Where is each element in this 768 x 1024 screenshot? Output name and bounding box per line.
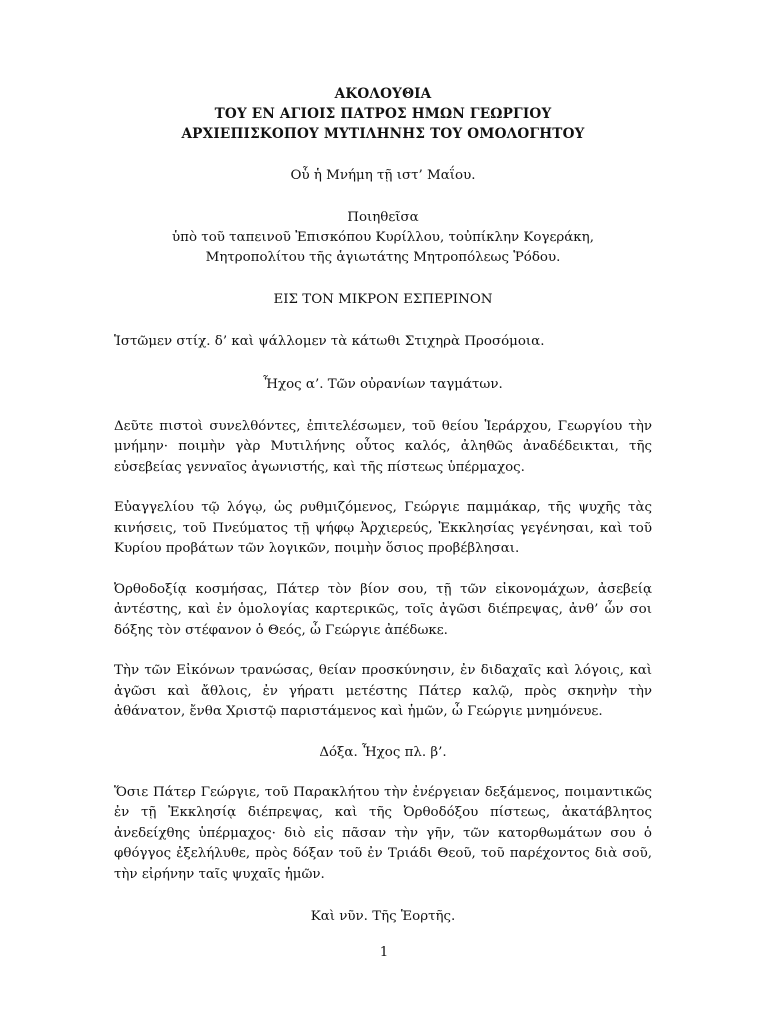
memory-date: Οὗ ἡ Μνήμη τῇ ιστ’ Μαΐου. bbox=[290, 168, 476, 183]
author-line-1: Ποιηθεῖσα bbox=[347, 210, 419, 225]
rubric: Ἱστῶμεν στίχ. δ’ καὶ ψάλλομεν τὰ κάτωθι Στιχηρὰ Προσόμοια. bbox=[114, 334, 545, 349]
kai-nyn-heading: Καὶ νῦν. Τῆς Ἑορτῆς. bbox=[310, 909, 456, 924]
author-line-2: ὑπὸ τοῦ ταπεινοῦ Ἐπισκόπου Κυρίλλου, τοὐπίκλην Κογεράκη, bbox=[172, 230, 594, 245]
document-title bbox=[114, 84, 652, 144]
doxastikon-paragraph: Ὅσιε Πάτερ Γεώργιε, τοῦ Παρακλήτου τὴν ἐνέργειαν δεξάμενος, ποιμαντικῶς ἐν τῇ Ἐκκλησίᾳ διέπρεψας, καὶ τῆς Ὀρθοδόξου πίστεως, ἀκατάβλητος ἀνεδείχθης ὑπέρμαχος· διὸ εἰς πᾶσαν τὴν γῆν, τῶν κατορθωμάτων σου ὁ φθόγγος ἐξελήλυθε, πρὸς δόξαν τοῦ ἐν Τριάδι Θεοῦ, τοῦ παρέχοντος διὰ σοῦ, τὴν εἰρήνην ταῖς ψυχαῖς ἡμῶν. bbox=[114, 784, 652, 882]
section-heading: ΕΙΣ ΤΟΝ ΜΙΚΡΟΝ ΕΣΠΕΡΙΝΟΝ bbox=[273, 292, 493, 307]
author-block bbox=[114, 208, 652, 268]
doxa-heading: Δόξα. Ἦχος πλ. β’. bbox=[319, 744, 447, 760]
hymn-paragraph: Δεῦτε πιστοὶ συνελθόντες, ἐπιτελέσωμεν, τοῦ θείου Ἱεράρχου, Γεωργίου τὴν μνήμην· ποιμὴν γὰρ Μυτιλήνης οὗτος καλός, ἀληθῶς ἀναδέδεικται, τῆς εὐσεβείας γενναῖος ἀγωνιστής, καὶ τῆς πίστεως ὑπέρμαχος. bbox=[114, 418, 652, 475]
title-line-1: ΑΚΟΛΟΥΘΙΑ bbox=[334, 86, 432, 102]
author-line-3: Μητροπολίτου τῆς ἁγιωτάτης Μητροπόλεως Ῥόδου. bbox=[205, 250, 561, 265]
title-line-3: ΑΡΧΙΕΠΙΣΚΟΠΟΥ ΜΥΤΙΛΗΝΗΣ ΤΟΥ ΟΜΟΛΟΓΗΤΟΥ bbox=[181, 126, 585, 142]
tone-heading: Ἦχος α’. Τῶν οὐρανίων ταγμάτων. bbox=[263, 376, 503, 392]
hymn-paragraph: Τὴν τῶν Εἰκόνων τρανώσας, θείαν προσκύνησιν, ἐν διδαχαῖς καὶ λόγοις, καὶ ἀγῶσι καὶ ἄθλοις, ἐν γήρατι μετέστης Πάτερ καλῷ, πρὸς σκηνὴν τὴν ἀθάνατον, ἔνθα Χριστῷ παριστάμενος καὶ ἡμῶν, ὦ Γεώργιε μνημόνευε. bbox=[114, 663, 652, 719]
title-line-2: ΤΟΥ ΕΝ ΑΓΙΟΙΣ ΠΑΤΡΟΣ ΗΜΩΝ ΓΕΩΡΓΙΟΥ bbox=[214, 106, 552, 122]
page-number: 1 bbox=[379, 945, 389, 960]
hymn-paragraph: Εὐαγγελίου τῷ λόγῳ, ὡς ρυθμιζόμενος, Γεώργιε παμμάκαρ, τῆς ψυχῆς τὰς κινήσεις, τοῦ Πνεύματος τῇ ψήφῳ Ἀρχιερεύς, Ἐκκλησίας γεγένησαι, καὶ τοῦ Κυρίου προβάτων τῶν λογικῶν, ποιμὴν ὅσιος προβέβλησαι. bbox=[114, 500, 652, 556]
document-page bbox=[114, 84, 652, 927]
hymn-paragraph: Ὀρθοδοξίᾳ κοσμήσας, Πάτερ τὸν βίον σου, τῇ τῶν εἰκονομάχων, ἀσεβείᾳ ἀντέστης, καὶ ἐν ὁμολογίας καρτερικῶς, τοῖς ἀγῶσι διέπρεψας, ἀνθ’ ὧν σοι δόξης τὸν στέφανον ὁ Θεός, ὦ Γεώργιε ἀπέδωκε. bbox=[114, 581, 652, 638]
